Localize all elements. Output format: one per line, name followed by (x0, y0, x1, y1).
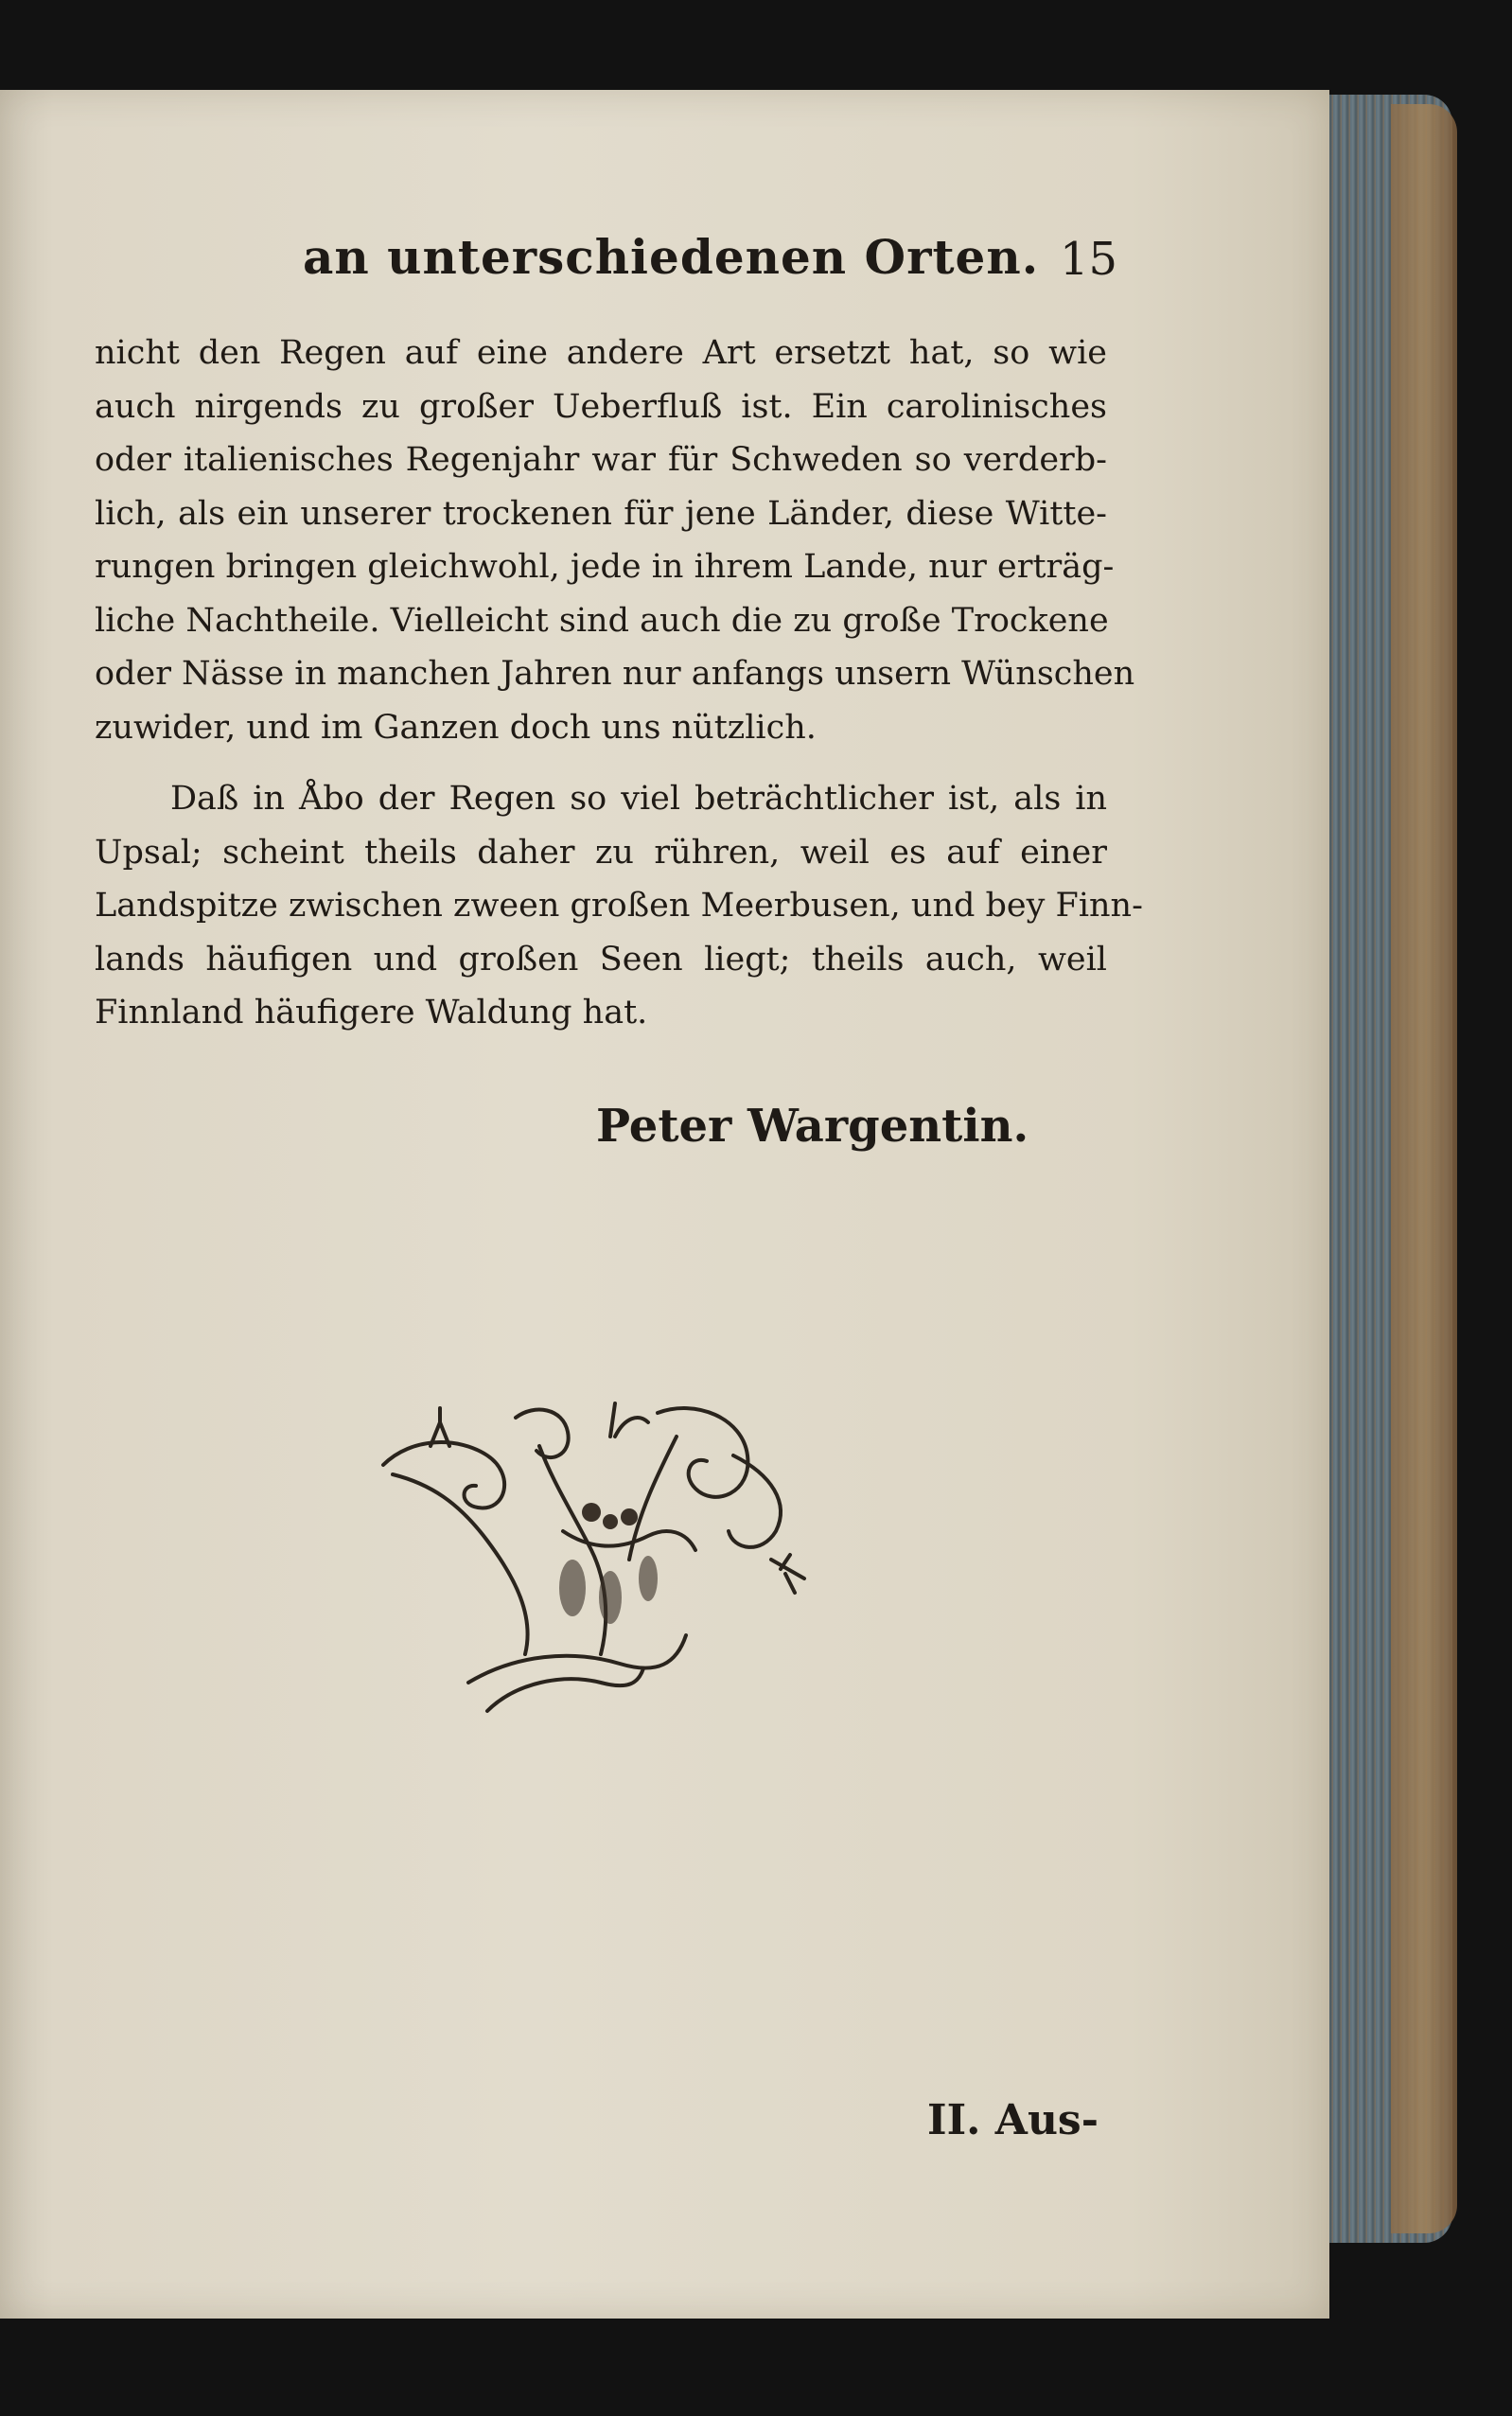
text-line: oder Nässe in manchen Jahren nur anfangs unsern Wünschen (95, 655, 1135, 693)
floral-tailpiece-ornament (374, 1399, 818, 1720)
text-line: auch nirgends zu großer Ueberfluß ist. Ein carolinisches (95, 387, 1107, 426)
text-line: Landspitze zwischen zween großen Meerbusen, und bey Finn- (95, 887, 1143, 925)
text-line: liche Nachtheile. Vielleicht sind auch die zu große Trockene (95, 601, 1109, 640)
paragraph-1 (95, 326, 1135, 754)
text-line: nicht den Regen auf eine andere Art ersetzt hat, so wie (95, 334, 1107, 372)
page-number: 15 (1060, 233, 1118, 286)
text-line: oder italienisches Regenjahr war für Schweden so verderb- (95, 441, 1107, 479)
book-binding-edge (1391, 104, 1457, 2233)
text-line: Finnland häufigere Waldung hat. (95, 994, 648, 1032)
running-head: an unterschiedenen Orten. (303, 229, 1040, 285)
text-line: lich, als ein unserer trockenen für jene Länder, diese Witte- (95, 494, 1107, 533)
text-line: lands häufigen und großen Seen liegt; theils auch, weil (95, 940, 1107, 979)
text-line: Upsal; scheint theils daher zu rühren, weil es auf einer (95, 833, 1107, 872)
catchword: II. Aus- (927, 2096, 1099, 2144)
text-line: zuwider, und im Ganzen doch uns nützlich. (95, 708, 817, 747)
author-signature: Peter Wargentin. (596, 1100, 1029, 1153)
text-line: Daß in Åbo der Regen so viel beträchtlicher ist, als in (170, 780, 1107, 818)
text-line: rungen bringen gleichwohl, jede in ihrem Lande, nur erträg- (95, 548, 1115, 586)
paragraph-2 (95, 772, 1143, 1040)
